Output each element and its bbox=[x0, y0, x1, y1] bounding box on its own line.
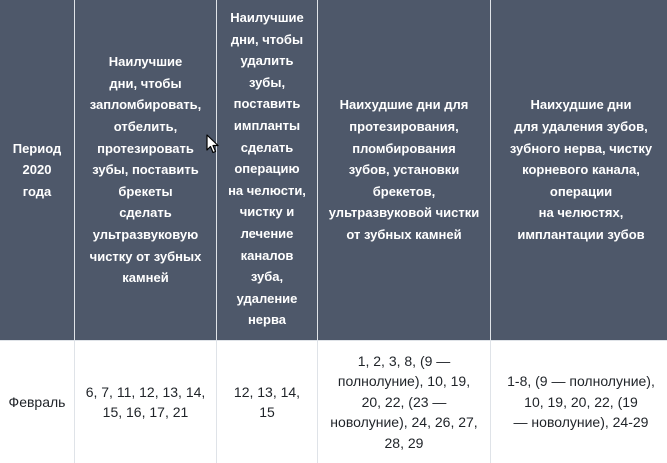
header-best-days-filling: Наилучшие дни, чтобы запломбировать, отбелить, протезировать зубы, поставить брекеты сделать ультразвуковую чистку от зубных камней bbox=[75, 0, 216, 341]
mouse-cursor-icon bbox=[206, 134, 220, 154]
cell-period: Февраль bbox=[0, 341, 74, 463]
cell-worst-days-extraction: 1-8, (9 — полнолуние), 10, 19, 20, 22, (19 — новолуние), 24-29 bbox=[491, 341, 667, 463]
header-worst-days-extraction: Наихудшие дни для удаления зубов, зубного нерва, чистку корневого канала, операции на челюстях, имплантации зубов bbox=[491, 0, 667, 341]
cell-best-days-filling: 6, 7, 11, 12, 13, 14, 15, 16, 17, 21 bbox=[75, 341, 216, 463]
cell-worst-days-prosthetics: 1, 2, 3, 8, (9 — полнолуние), 10, 19, 20, 22, (23 — новолуние), 24, 26, 27, 28, 29 bbox=[318, 341, 490, 463]
cell-best-days-extraction: 12, 13, 14, 15 bbox=[217, 341, 317, 463]
header-period: Период 2020 года bbox=[0, 0, 74, 341]
header-worst-days-prosthetics: Наихудшие дни для протезирования, пломбирования зубов, установки брекетов, ультразвуковой чистки от зубных камней bbox=[318, 0, 490, 341]
header-best-days-extraction: Наилучшие дни, чтобы удалить зубы, поставить импланты сделать операцию на челюсти, чистку и лечение каналов зуба, удаление нерва bbox=[217, 0, 317, 341]
